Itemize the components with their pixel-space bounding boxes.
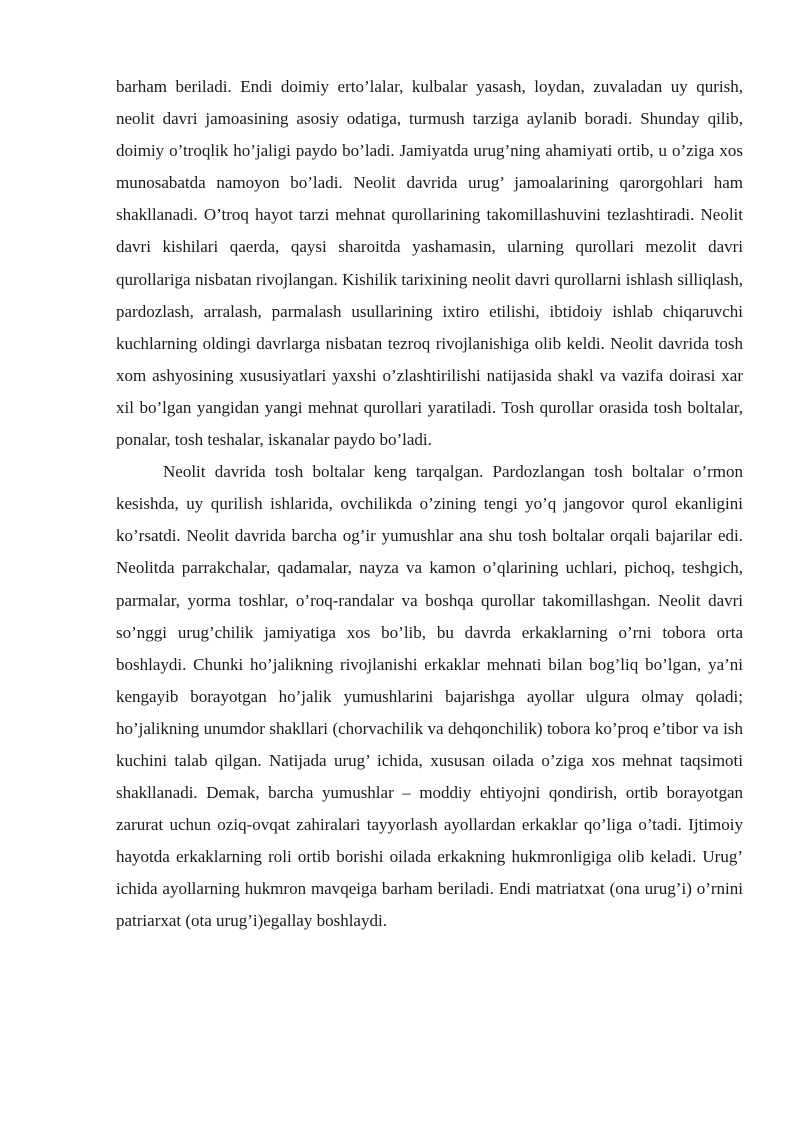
body-text	[116, 71, 743, 938]
paragraph-continuation: barham beriladi. Endi doimiy erto’lalar, kulbalar yasash, loydan, zuvaladan uy qurish, neolit davri jamoasining asosiy odatiga, turmush tarziga aylanib boradi. Shunday qilib, doimiy o’troqlik ho’jaligi paydo bo’ladi. Jamiyatda urug’ning ahamiyati ortib, u o’ziga xos munosabatda namoyon bo’ladi. Neolit davrida urug’ jamoalarining qarorgohlari ham shakllanadi. O’troq hayot tarzi mehnat qurollarining takomillashuvini tezlashtiradi. Neolit davri kishilari qaerda, qaysi sharoitda yashamasin, ularning qurollari mezolit davri qurollariga nisbatan rivojlangan. Kishilik tarixining neolit davri qurollarni ishlash silliqlash, pardozlash, arralash, parmalash usullarining ixtiro etilishi, ibtidoiy ishlab chiqaruvchi kuchlarning oldingi davrlarga nisbatan tezroq rivojlanishiga olib keldi. Neolit davrida tosh xom ashyosining xususiyatlari yaxshi o’zlashtirilishi natijasida shakl va vazifa doirasi xar xil bo’lgan yangidan yangi mehnat qurollari yaratiladi. Tosh qurollar orasida tosh boltalar, ponalar, tosh teshalar, iskanalar paydo bo’ladi.	[116, 77, 743, 450]
paragraph-neolit-stone-axes: Neolit davrida tosh boltalar keng tarqalgan. Pardozlangan tosh boltalar o’rmon kesishda, uy qurilish ishlarida, ovchilikda o’zining tengi yo’q jangovor qurol ekanligini ko’rsatdi. Neolit davrida barcha og’ir yumushlar ana shu tosh boltalar orqali bajarilar edi. Neolitda parrakchalar, qadamalar, nayza va kamon o’qlarining uchlari, pichoq, teshgich, parmalar, yorma toshlar, o’roq-randalar va boshqa qurollar takomillashgan. Neolit davri so’nggi urug’chilik jamiyatiga xos bo’lib, bu davrda erkaklarning o’rni tobora orta boshlaydi. Chunki ho’jalikning rivojlanishi erkaklar mehnati bilan bog’liq bo’lgan, ya’ni kengayib borayotgan ho’jalik yumushlarini bajarishga ayollar ulgura olmay qoladi; ho’jalikning unumdor shakllari (chorvachilik va dehqonchilik) tobora ko’proq e’tibor va ish kuchini talab qilgan. Natijada urug’ ichida, xususan oilada o’ziga xos mehnat taqsimoti shakllanadi. Demak, barcha yumushlar – moddiy ehtiyojni qondirish, ortib borayotgan zarurat uchun oziq-ovqat zahiralari tayyorlash ayollardan erkaklar qo’liga o’tadi. Ijtimoiy hayotda erkaklarning roli ortib borishi oilada erkakning hukmronligiga olib keladi. Urug’ ichida ayollarning hukmron mavqeiga barham beriladi. Endi matriatxat (ona urug’i) o’rnini patriarxat (ota urug’i)egallay boshlaydi.	[116, 462, 743, 931]
